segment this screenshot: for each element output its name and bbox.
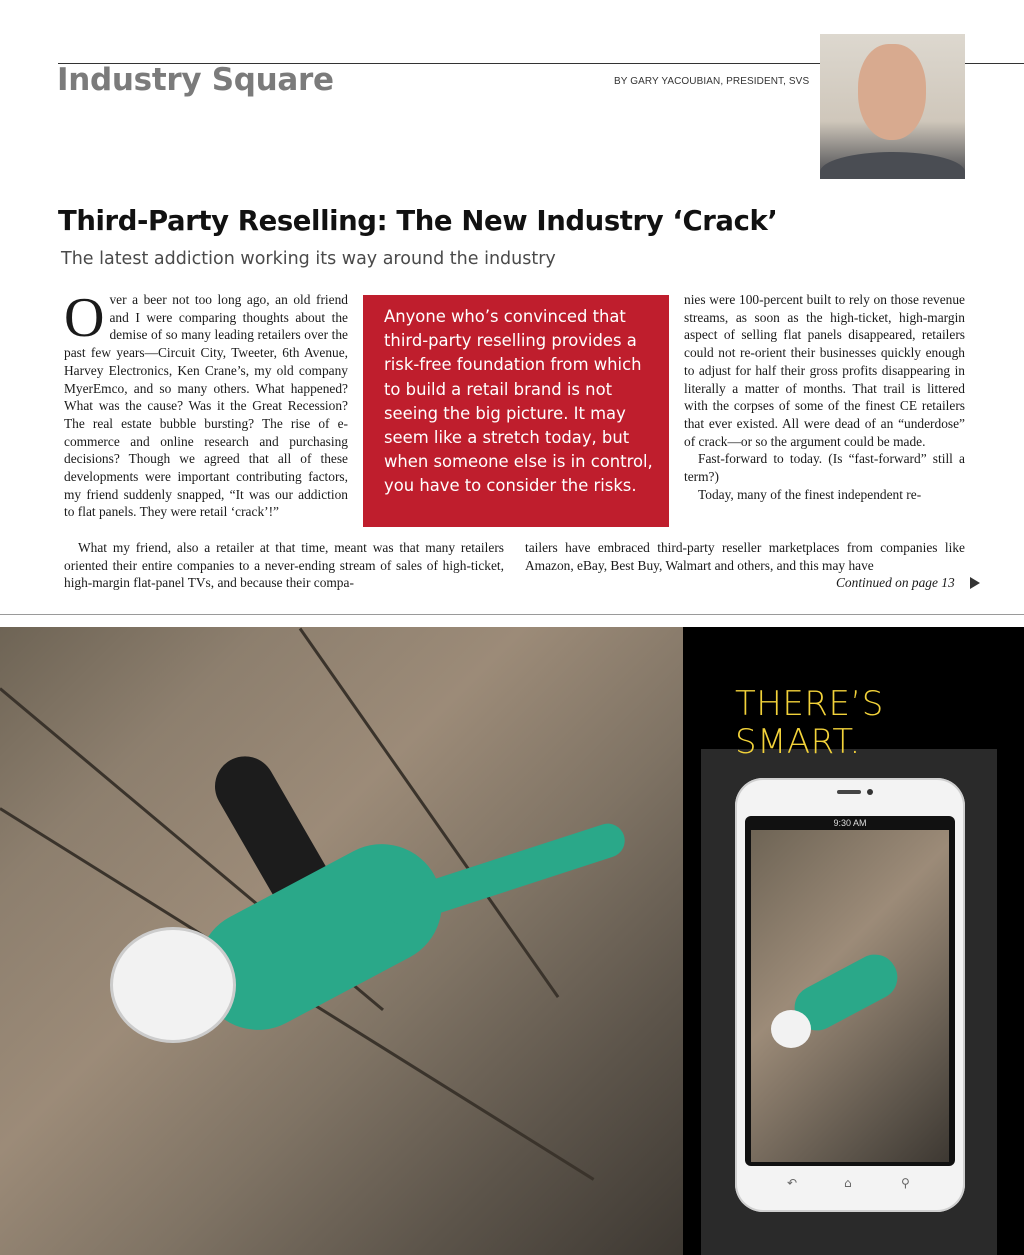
phone-camera-icon <box>867 789 873 795</box>
search-icon: ⚲ <box>901 1176 910 1190</box>
phone-clock: 9:30 AM <box>833 818 867 828</box>
pull-quote: Anyone who’s convinced that third-party reselling provides a risk-free foundation from which to build a retail brand is not seeing the big picture. It may seem like a stretch today, but when someone else is in control, you have to consider the risks. <box>363 295 669 527</box>
column-3-paragraph-2: Fast-forward to today. (Is “fast-forward” still a term?) <box>684 451 965 485</box>
phone-screen-photo <box>751 830 949 1162</box>
ad-headline <box>735 685 884 761</box>
home-icon: ⌂ <box>844 1176 852 1190</box>
column-3-paragraph-1: nies were 100-percent built to rely on those revenue streams, as soon as the high-ticket, high-margin aspect of selling flat panels disappeared, retailers could not re-orient their businesses quickly enough to adjust for half their gross profits disappearing in literally a matter of months. That trail is littered with the corpses of some of the finest CE retailers that ever existed. All were dead of an “underdose” of crack—or so the argument could be made. <box>684 292 965 449</box>
author-jacket <box>820 152 965 179</box>
article-bottom-rule <box>0 614 1024 615</box>
spanning-paragraph <box>64 539 965 592</box>
phone-screen <box>745 816 955 1166</box>
column-1-text: ver a beer not too long ago, an old friend and I were comparing thoughts about the demise of so many leading retailers over the past few years—Circuit City, Tweeter, 6th Avenue, Harvey Electronics, Ken Crane’s, my old company MyerEmco, and so many others. What happened? What was the cause? Was it the Great Recession? The real estate bubble bursting? The rise of e-commerce and online research and purchasing decisions? Though we agreed that all of these developments were important contributing factors, my friend suddenly snapped, “It was our addiction to flat panels. They were retail ‘crack’!” <box>64 292 348 520</box>
ad-headline-line-1: THERE’S <box>735 684 884 724</box>
section-title: Industry Square <box>57 62 334 98</box>
continued-arrow-icon <box>970 577 980 589</box>
column-3-paragraph-3: Today, many of the finest independent re- <box>698 486 922 502</box>
article-column-3 <box>684 291 965 503</box>
byline: BY GARY YACOUBIAN, PRESIDENT, SVS <box>614 76 810 87</box>
article-subhead: The latest addiction working its way around the industry <box>61 249 556 269</box>
phone-speaker <box>837 790 861 794</box>
drop-cap: O <box>64 287 105 349</box>
article-column-1 <box>64 287 348 521</box>
author-face <box>858 44 926 140</box>
article-headline: Third-Party Reselling: The New Industry ‘Crack’ <box>58 205 778 237</box>
ad-headline-line-2: SMART. <box>735 722 861 762</box>
back-icon: ↶ <box>787 1176 798 1190</box>
continued-link[interactable]: Continued on page 13 <box>836 575 955 590</box>
phone-climber-helmet <box>771 1010 811 1048</box>
author-photo <box>820 34 965 179</box>
climber-photo <box>0 627 683 1255</box>
spanning-paragraph-right: tailers have embraced third-party reseller marketplaces from companies like Amazon, eBay, Best Buy, Walmart and others, and this may have <box>525 540 965 573</box>
smartphone-image <box>735 778 965 1212</box>
spanning-paragraph-left: What my friend, also a retailer at that time, meant was that many retailers oriented their entire companies to a never-ending stream of sales of high-ticket, high-margin flat-panel TVs, and because their compa- <box>64 540 504 591</box>
climber-helmet <box>110 927 236 1043</box>
